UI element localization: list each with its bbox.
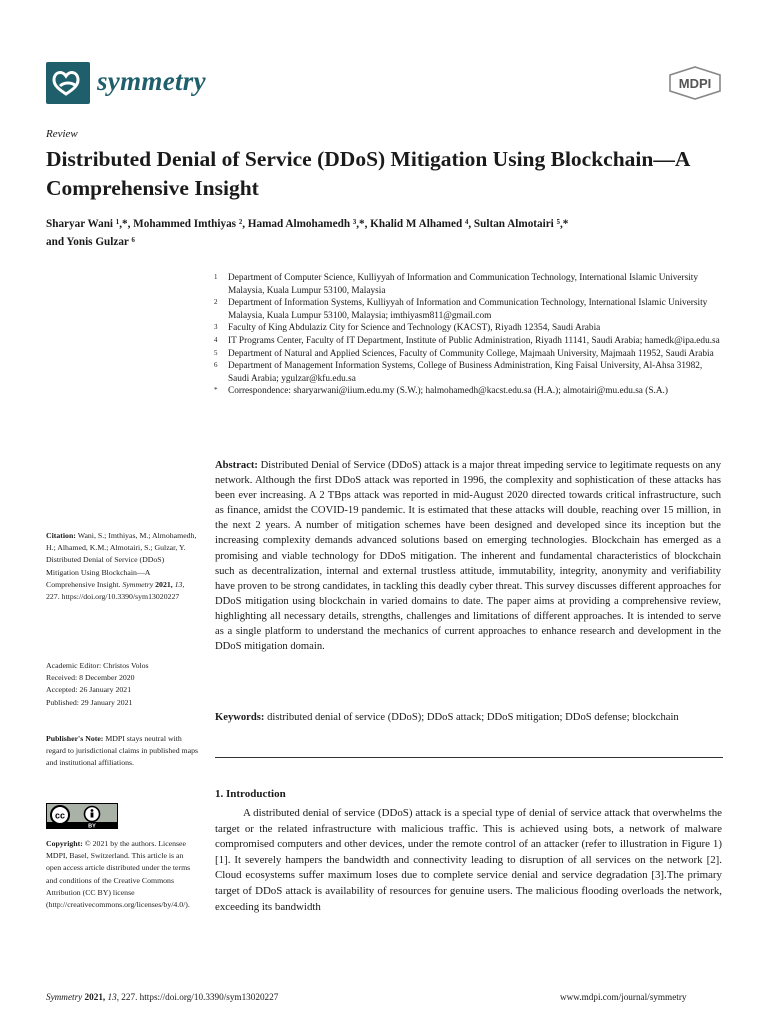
publisher-note-text: MDPI stays neutral with regard to jurisdictional claims in published maps and institutional affiliations. [46, 734, 199, 768]
citation-block [46, 530, 198, 603]
cc-by-license-icon[interactable] [46, 803, 118, 829]
published-date: Published: 29 January 2021 [46, 697, 133, 707]
affiliation-item: 6 Department of Management Information Systems, College of Business Administration, King Faisal University, Al-Ahsa 31982, Saudi Arabia; ygulzar@kfu.edu.sa [214, 361, 703, 384]
citation-journal: Symmetry [122, 579, 154, 589]
svg-text:cc: cc [54, 810, 66, 821]
affiliation-item: 4 IT Programs Center, Faculty of IT Department, Institute of Public Administration, Riyadh 11141, Saudi Arabia; hamedk@ipa.edu.sa [214, 335, 720, 346]
affiliation-item: 5 Department of Natural and Applied Sciences, Faculty of Community College, Majmaah University, Majmaah 11952, Saudi Arabia [214, 348, 714, 359]
publisher-note-label: Publisher's Note: [46, 734, 104, 743]
keywords-text: distributed denial of service (DDoS); DDoS attack; DDoS mitigation; DDoS defense; blockchain [267, 712, 679, 723]
keywords [215, 710, 721, 725]
copyright-label: Copyright: [46, 839, 83, 848]
authors-line-1: Sharyar Wani ¹,*, Mohammed Imthiyas ², Hamad Almohamedh ³,*, Khalid M Alhamed ⁴, Sultan Almotairi ⁵,* [46, 218, 569, 230]
article-type: Review [46, 128, 78, 140]
citation-volume: 13, [174, 579, 185, 589]
introduction-text: A distributed denial of service (DDoS) attack is a special type of denial of service attack that overwhelms the target or the related infrastructure with malicious traffic. This is achieved using bots, a network of malware compromised computers and other devices, under the remote control of an attacker (refer to illustration in Figure 1) [1]. It severely hampers the bandwidth and connectivity leading to disruption of all services on the network [2]. Cloud ecosystems suffer maximum loses due to complete service denial and service degradation [3].The primary target of DDoS attack is availability of resources for genuine users. The malicious flooding overloads the network, exceeding its bandwidth [215, 807, 722, 913]
abstract-label: Abstract: [215, 460, 258, 471]
section-divider [215, 757, 723, 758]
affiliation-item: 1 Department of Computer Science, Kulliyyah of Information and Communication Technology, International Islamic University Malaysia, Kuala Lumpur 53100, Malaysia [214, 273, 699, 296]
affiliations [214, 272, 724, 398]
accepted-date: Accepted: 26 January 2021 [46, 685, 132, 695]
abstract-text: Distributed Denial of Service (DDoS) attack is a major threat impeding service to legitimate requests on any network. Although the first DDoS attack was reported in 1996, the complexity and sophistication of these attacks has been ever increasing. A 2 TBps attack was reported in mid-August 2020 directed towards critical infrastructure, such as finance, amidst the COVID-19 pandemic. It is estimated that these attacks will double, reaching over 15 million, in the next 2 years. A number of mitigation schemes have been designed and developed since its inception but the increasing complexity demands advanced solutions based on emerging technologies. Blockchain has emerged as a promising and viable technology for DDoS mitigation. The inherent and fundamental characteristics of blockchain such as decentralization, internal and external trustless attitude, immutability, integrity, anonymity and verifiability have proven to be strong candidates, in tackling this deadly cyber threat. This survey discusses different approaches for DDoS mitigation using blockchain in varied domains to date. The paper aims at providing a comprehensive review, highlighting all necessary details, strengths, challenges and limitations of different approaches. It is intended to serve as a single platform to understand the mechanics of current approaches to enhance research and development in the DDoS mitigation domain. [215, 460, 721, 653]
citation-pages: 227. [46, 592, 60, 602]
publisher-note [46, 733, 198, 770]
affiliation-item: 2 Department of Information Systems, Kulliyyah of Information and Communication Technology, International Islamic University Malaysia, Kuala Lumpur 53100, Malaysia; imthiyasm811@gmail.com [214, 298, 708, 321]
citation-text: Wani, S.; Imthiyas, M.; Almohamedh, H.; Alhamed, K.M.; Almotairi, S.; Gulzar, Y. Distributed Denial of Service (DDoS) Mitigation Using Blockchain—A Comprehensive Insight. [46, 531, 197, 589]
mdpi-logo-icon [668, 66, 722, 100]
keywords-label: Keywords: [215, 712, 265, 723]
footer-journal-url[interactable]: www.mdpi.com/journal/symmetry [560, 992, 687, 1002]
correspondence: * Correspondence: sharyarwani@iium.edu.my (S.W.); halmohamedh@kacst.edu.sa (H.A.); almotairi@mu.edu.sa (S.A.) [214, 386, 668, 397]
abstract [215, 458, 721, 654]
academic-editor: Academic Editor: Christos Volos [46, 661, 149, 670]
section-heading: 1. Introduction [215, 788, 286, 800]
dates-block [46, 660, 198, 709]
citation-doi[interactable]: https://doi.org/10.3390/sym13020227 [61, 592, 180, 602]
mdpi-logo-text: MDPI [678, 76, 712, 91]
journal-name: symmetry [97, 66, 206, 96]
citation-label: Citation: [46, 531, 76, 540]
citation-year: 2021, [155, 579, 173, 589]
footer-citation: Symmetry 2021, 13, 227. https://doi.org/10.3390/sym13020227 [46, 992, 279, 1002]
cc-by-badge-text: BY [88, 823, 96, 829]
copyright-block [46, 838, 198, 911]
received-date: Received: 8 December 2020 [46, 673, 135, 683]
affiliation-item: 3 Faculty of King Abdulaziz City for Science and Technology (KACST), Riyadh 12354, Saudi Arabia [214, 323, 601, 334]
authors-line-2: and Yonis Gulzar ⁶ [46, 236, 135, 248]
journal-logo-icon [46, 62, 90, 104]
article-title: Distributed Denial of Service (DDoS) Mitigation Using Blockchain—A Comprehensive Insight [46, 147, 690, 200]
author-list [46, 215, 726, 251]
copyright-text: © 2021 by the authors. Licensee MDPI, Basel, Switzerland. This article is an open access article distributed under the terms and conditions of the Creative Commons Attribution (CC BY) license (http://creativecommons.org/licenses/by/4.0/). [46, 839, 191, 910]
